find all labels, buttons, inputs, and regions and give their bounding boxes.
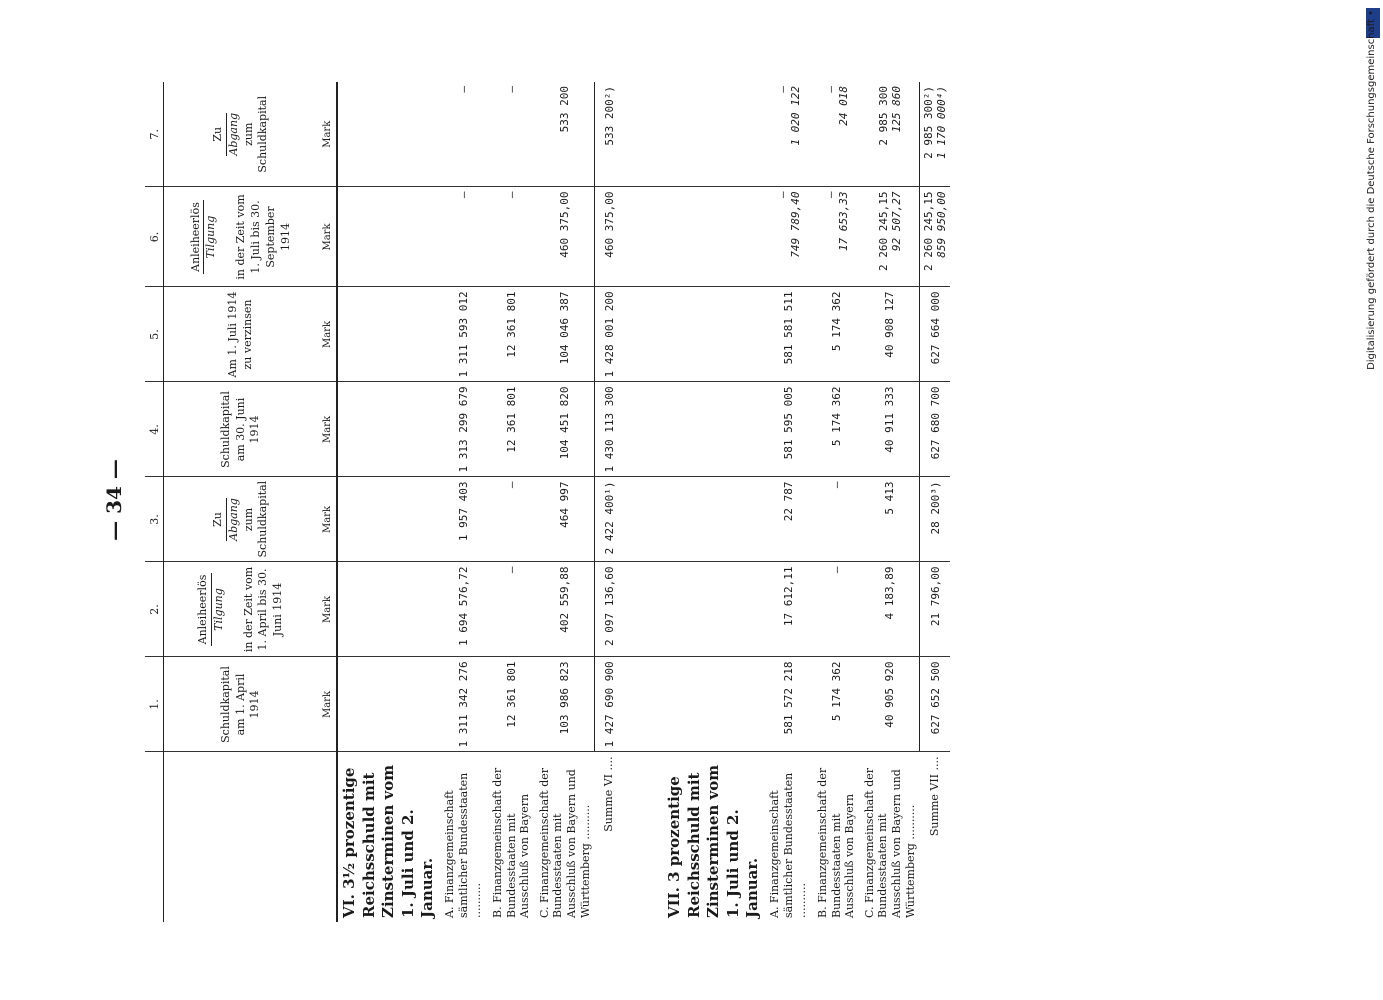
col-head-5: Am 1. Juli 1914 zu verzinsen	[164, 287, 319, 382]
col-unit-6: Mark	[318, 187, 337, 287]
col-head-4: Schuldkapital am 30. Juni 1914	[164, 382, 319, 477]
cell: 22 787	[765, 477, 813, 562]
col-head-6: Anleiheerlös Tilgung in der Zeit vom 1. Juli bis 30. September 1914	[164, 187, 319, 287]
cell: —	[488, 477, 536, 562]
cell: 460 375,00	[536, 187, 595, 287]
col-num-7: 7.	[145, 82, 164, 187]
row-label: B. Finanzgemeinschaft der Bundesstaaten mit Ausschluß von Bayern	[815, 767, 857, 918]
cell: 464 997	[536, 477, 595, 562]
col-head-3: Zu Abgang zum Schuldkapital	[164, 477, 319, 562]
row-label: C. Finanzgemeinschaft der Bundesstaaten mit Ausschluß von Bayern und Württemberg ..........	[537, 767, 592, 918]
cell: 104 451 820	[536, 382, 595, 477]
cell: — 1 020 122	[765, 82, 813, 187]
cell: 17 612,11	[765, 562, 813, 657]
cell: 28 200³)	[920, 477, 951, 562]
col-unit-0	[318, 752, 337, 922]
col-num-1: 1.	[145, 657, 164, 752]
cell: —	[440, 82, 488, 187]
col-num-0	[145, 752, 164, 922]
cell: 533 200²)	[595, 82, 624, 187]
debt-table	[145, 82, 950, 922]
col-num-5: 5.	[145, 287, 164, 382]
table-row	[488, 82, 536, 922]
cell: 402 559,88	[536, 562, 595, 657]
cell: 533 200	[536, 82, 595, 187]
section-title: VII. 3 prozentige Reichsschuld mit Zinsterminen vom 1. Juli und 2. Januar.	[665, 764, 761, 918]
cell: —	[813, 562, 861, 657]
section-title: VI. 3½ prozentige Reichsschuld mit Zinsterminen vom 1. Juli und 2. Januar.	[340, 764, 436, 918]
sum-label: Summe VII ....	[927, 756, 941, 837]
cell: 581 581 511	[765, 287, 813, 382]
cell: 627 652 500	[920, 657, 951, 752]
cell: 2 985 300 125 860	[861, 82, 920, 187]
sum-row	[920, 82, 951, 922]
cell: — 24 018	[813, 82, 861, 187]
cell: 1 694 576,72	[440, 562, 488, 657]
cell: 581 595 005	[765, 382, 813, 477]
cell: 460 375,00	[595, 187, 624, 287]
cell: 21 796,00	[920, 562, 951, 657]
cell: —	[813, 477, 861, 562]
col-unit-5: Mark	[318, 287, 337, 382]
col-num-6: 6.	[145, 187, 164, 287]
cell: 5 174 362	[813, 287, 861, 382]
cell: 5 174 362	[813, 657, 861, 752]
cell: 1 428 001 200	[595, 287, 624, 382]
cell: —	[488, 187, 536, 287]
sum-label: Summe VI ....	[601, 756, 615, 832]
cell: 40 908 127	[861, 287, 920, 382]
cell: 40 911 333	[861, 382, 920, 477]
cell: 1 427 690 900	[595, 657, 624, 752]
cell: 12 361 801	[488, 657, 536, 752]
cell: 581 572 218	[765, 657, 813, 752]
col-num-2: 2.	[145, 562, 164, 657]
table-row	[765, 82, 813, 922]
col-num-3: 3.	[145, 477, 164, 562]
table-row	[813, 82, 861, 922]
col-unit-4: Mark	[318, 382, 337, 477]
col-unit-1: Mark	[318, 657, 337, 752]
cell: 2 097 136,60	[595, 562, 624, 657]
table-row	[440, 82, 488, 922]
column-numbers	[145, 82, 164, 922]
cell: 12 361 801	[488, 382, 536, 477]
table-row	[536, 82, 595, 922]
col-head-7: Zu Abgang zum Schuldkapital	[164, 82, 319, 187]
section-vii-title-row	[663, 82, 765, 922]
cell: 2 260 245,15 859 950,00	[920, 187, 951, 287]
col-unit-2: Mark	[318, 562, 337, 657]
column-units	[318, 82, 337, 922]
col-num-4: 4.	[145, 382, 164, 477]
sum-row	[595, 82, 624, 922]
column-headers	[164, 82, 319, 922]
digitization-credit: Digitalisierung gefördert durch die Deutsche Forschungsgemeinschaft •	[1366, 10, 1377, 370]
row-label: B. Finanzgemeinschaft der Bundesstaaten mit Ausschluß von Bayern	[490, 767, 532, 918]
col-head-1: Schuldkapital am 1. April 1914	[164, 657, 319, 752]
cell: 2 422 400¹)	[595, 477, 624, 562]
cell: 2 260 245,15 92 507,27	[861, 187, 920, 287]
cell: —	[488, 82, 536, 187]
col-unit-3: Mark	[318, 477, 337, 562]
cell: — 749 789,40	[765, 187, 813, 287]
page-number: — 34 —	[102, 459, 126, 541]
section-vi-title-row	[337, 82, 440, 922]
cell: 1 313 299 679	[440, 382, 488, 477]
cell: 1 311 342 276	[440, 657, 488, 752]
col-unit-7: Mark	[318, 82, 337, 187]
table-row	[861, 82, 920, 922]
cell: 40 905 920	[861, 657, 920, 752]
col-head-2: Anleiheerlös Tilgung in der Zeit vom 1. April bis 30. Juni 1914	[164, 562, 319, 657]
row-label: C. Finanzgemeinschaft der Bundesstaaten mit Ausschluß von Bayern und Württemberg ..........	[862, 767, 917, 918]
cell: 1 957 403	[440, 477, 488, 562]
cell: 5 174 362	[813, 382, 861, 477]
row-label: A. Finanzgemeinschaft sämtlicher Bundesstaaten ..........	[442, 772, 484, 918]
cell: 4 183,89	[861, 562, 920, 657]
cell: 627 664 000	[920, 287, 951, 382]
cell: 12 361 801	[488, 287, 536, 382]
cell: 5 413	[861, 477, 920, 562]
cell: —	[488, 562, 536, 657]
cell: — 17 653,33	[813, 187, 861, 287]
cell: 1 311 593 012	[440, 287, 488, 382]
cell: 104 046 387	[536, 287, 595, 382]
debt-table-rotated	[145, 82, 1235, 922]
cell: —	[440, 187, 488, 287]
cell: 1 430 113 300	[595, 382, 624, 477]
col-head-0	[164, 752, 319, 922]
cell: 2 985 300²) 1 170 000⁴)	[920, 82, 951, 187]
cell: 103 986 823	[536, 657, 595, 752]
row-label: A. Finanzgemeinschaft sämtlicher Bundesstaaten ..........	[767, 772, 809, 918]
cell: 627 680 700	[920, 382, 951, 477]
